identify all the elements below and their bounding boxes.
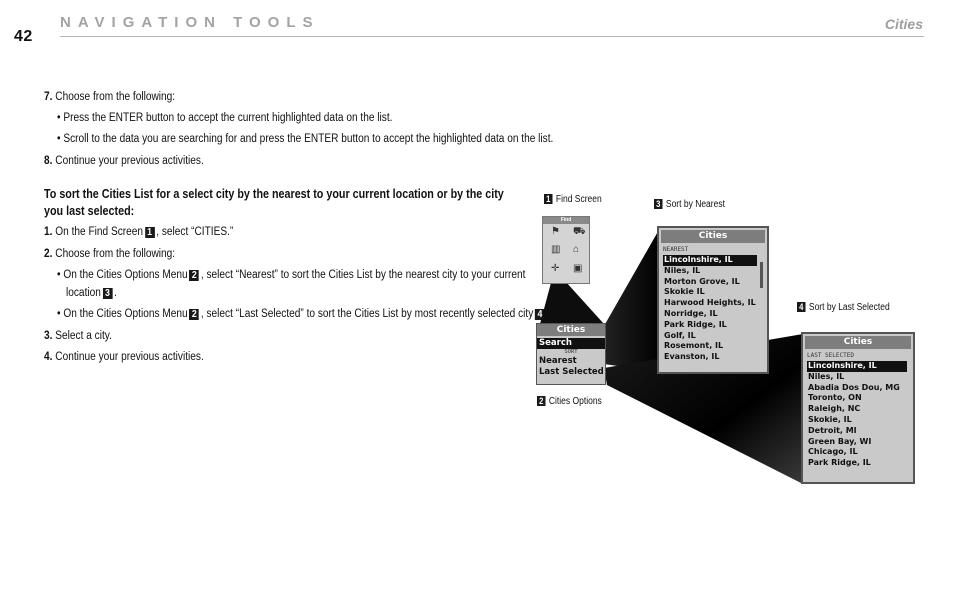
city-row[interactable]: Toronto, ON [808,393,862,403]
flag-icon: ⚑ [551,226,560,237]
city-row[interactable]: Lincolnshire, IL [807,361,907,372]
wedge-options-to-nearest [604,228,660,372]
city-row[interactable]: Niles, IL [664,265,701,275]
city-row[interactable]: Chicago, IL [808,447,858,457]
city-row[interactable]: Raleigh, NC [808,404,861,414]
sort-step-2-bullet-1-cont: location 3 . [66,287,117,299]
sort-heading-line-2: you last selected: [44,204,135,218]
city-row[interactable]: Skokie IL [664,287,705,297]
sort-step-3: 3. Select a city. [44,330,112,342]
sort-label: SORT [564,349,578,355]
city-row[interactable]: Detroit, MI [808,425,857,435]
callout-sort-by-last-selected: 4 Sort by Last Selected [797,302,890,314]
option-search[interactable]: Search [537,338,605,349]
step-7-bullet-1: • Press the ENTER button to accept the current highlighted data on the list. [57,112,393,124]
city-row[interactable]: Green Bay, WI [808,436,872,446]
nearest-screen [657,226,769,374]
city-row[interactable]: Morton Grove, IL [664,276,740,286]
find-screen-title: Find [543,217,589,224]
cities-options-screen [536,323,606,385]
last-selected-screen [801,332,915,484]
nearest-screen-title: Cities [661,230,765,243]
city-row[interactable]: Harwood Heights, IL [664,298,756,308]
step-7: 7. Choose from the following: [44,91,176,103]
step-8: 8. Continue your previous activities. [44,155,204,167]
last-selected-city-list[interactable] [803,361,913,469]
city-row[interactable]: Niles, IL [808,371,845,381]
page-number: 42 [14,28,33,45]
nearest-scrollbar[interactable] [760,262,763,288]
sort-step-4: 4. Continue your previous activities. [44,351,204,363]
address-icon: ▣ [573,263,583,274]
sort-step-2: 2. Choose from the following: [44,248,176,260]
section-title: NAVIGATION TOOLS [60,14,320,31]
option-nearest[interactable]: Nearest [539,356,577,366]
city-row[interactable]: Rosemont, IL [664,341,724,351]
city-row[interactable]: Skokie, IL [808,414,852,424]
city-row[interactable]: Evanston, IL [664,352,720,362]
callout-cities-options: 2 Cities Options [537,396,602,408]
sort-heading-line-1: To sort the Cities List for a select city by the nearest to your current location or by the city [44,187,504,201]
callout-ref-1: 1 [145,227,155,238]
callout-find-screen: 1 Find Screen [544,194,602,206]
city-row[interactable]: Golf, IL [664,330,696,340]
callout-ref-4: 4 [535,309,545,320]
city-row[interactable]: Lincolnshire, IL [663,255,757,266]
truck-icon: ⛟ [573,226,586,237]
step-7-bullet-2: • Scroll to the data you are searching for and press the ENTER button to accept the highlighted data on the list. [57,133,554,145]
bank-icon: ⌂ [573,244,580,255]
sort-step-2-bullet-1: • On the Cities Options Menu 2 , select “Nearest” to sort the Cities List by the nearest city to your current [57,269,526,281]
sort-step-1: 1. On the Find Screen 1 , select “CITIES.” [44,226,234,238]
callout-sort-by-nearest: 3 Sort by Nearest [654,199,725,211]
city-row[interactable]: Park Ridge, IL [808,458,871,468]
wedge-find-to-options [540,279,604,324]
callout-ref-3: 3 [103,288,113,299]
nearest-city-list[interactable] [659,255,767,363]
find-screen [542,216,590,284]
intersection-icon: ✛ [551,263,560,274]
city-buildings-icon: ▥ [551,244,561,255]
callout-ref-2: 2 [189,270,199,281]
last-selected-sublabel: LAST SELECTED [807,352,854,359]
city-row[interactable]: Abadia Dos Dou, MG [808,382,900,392]
city-row[interactable]: Norridge, IL [664,308,718,318]
city-row[interactable]: Park Ridge, IL [664,319,727,329]
callout-ref-2b: 2 [189,309,199,320]
option-last-selected[interactable]: Last Selected [539,367,604,377]
running-head: Cities [884,16,923,32]
last-selected-screen-title: Cities [805,336,911,349]
sort-step-2-bullet-2: • On the Cities Options Menu 2 , select “Last Selected” to sort the Cities List by most recently selected city 4 [57,307,549,321]
nearest-sublabel: NEAREST [663,246,689,253]
cities-options-title: Cities [537,324,605,336]
